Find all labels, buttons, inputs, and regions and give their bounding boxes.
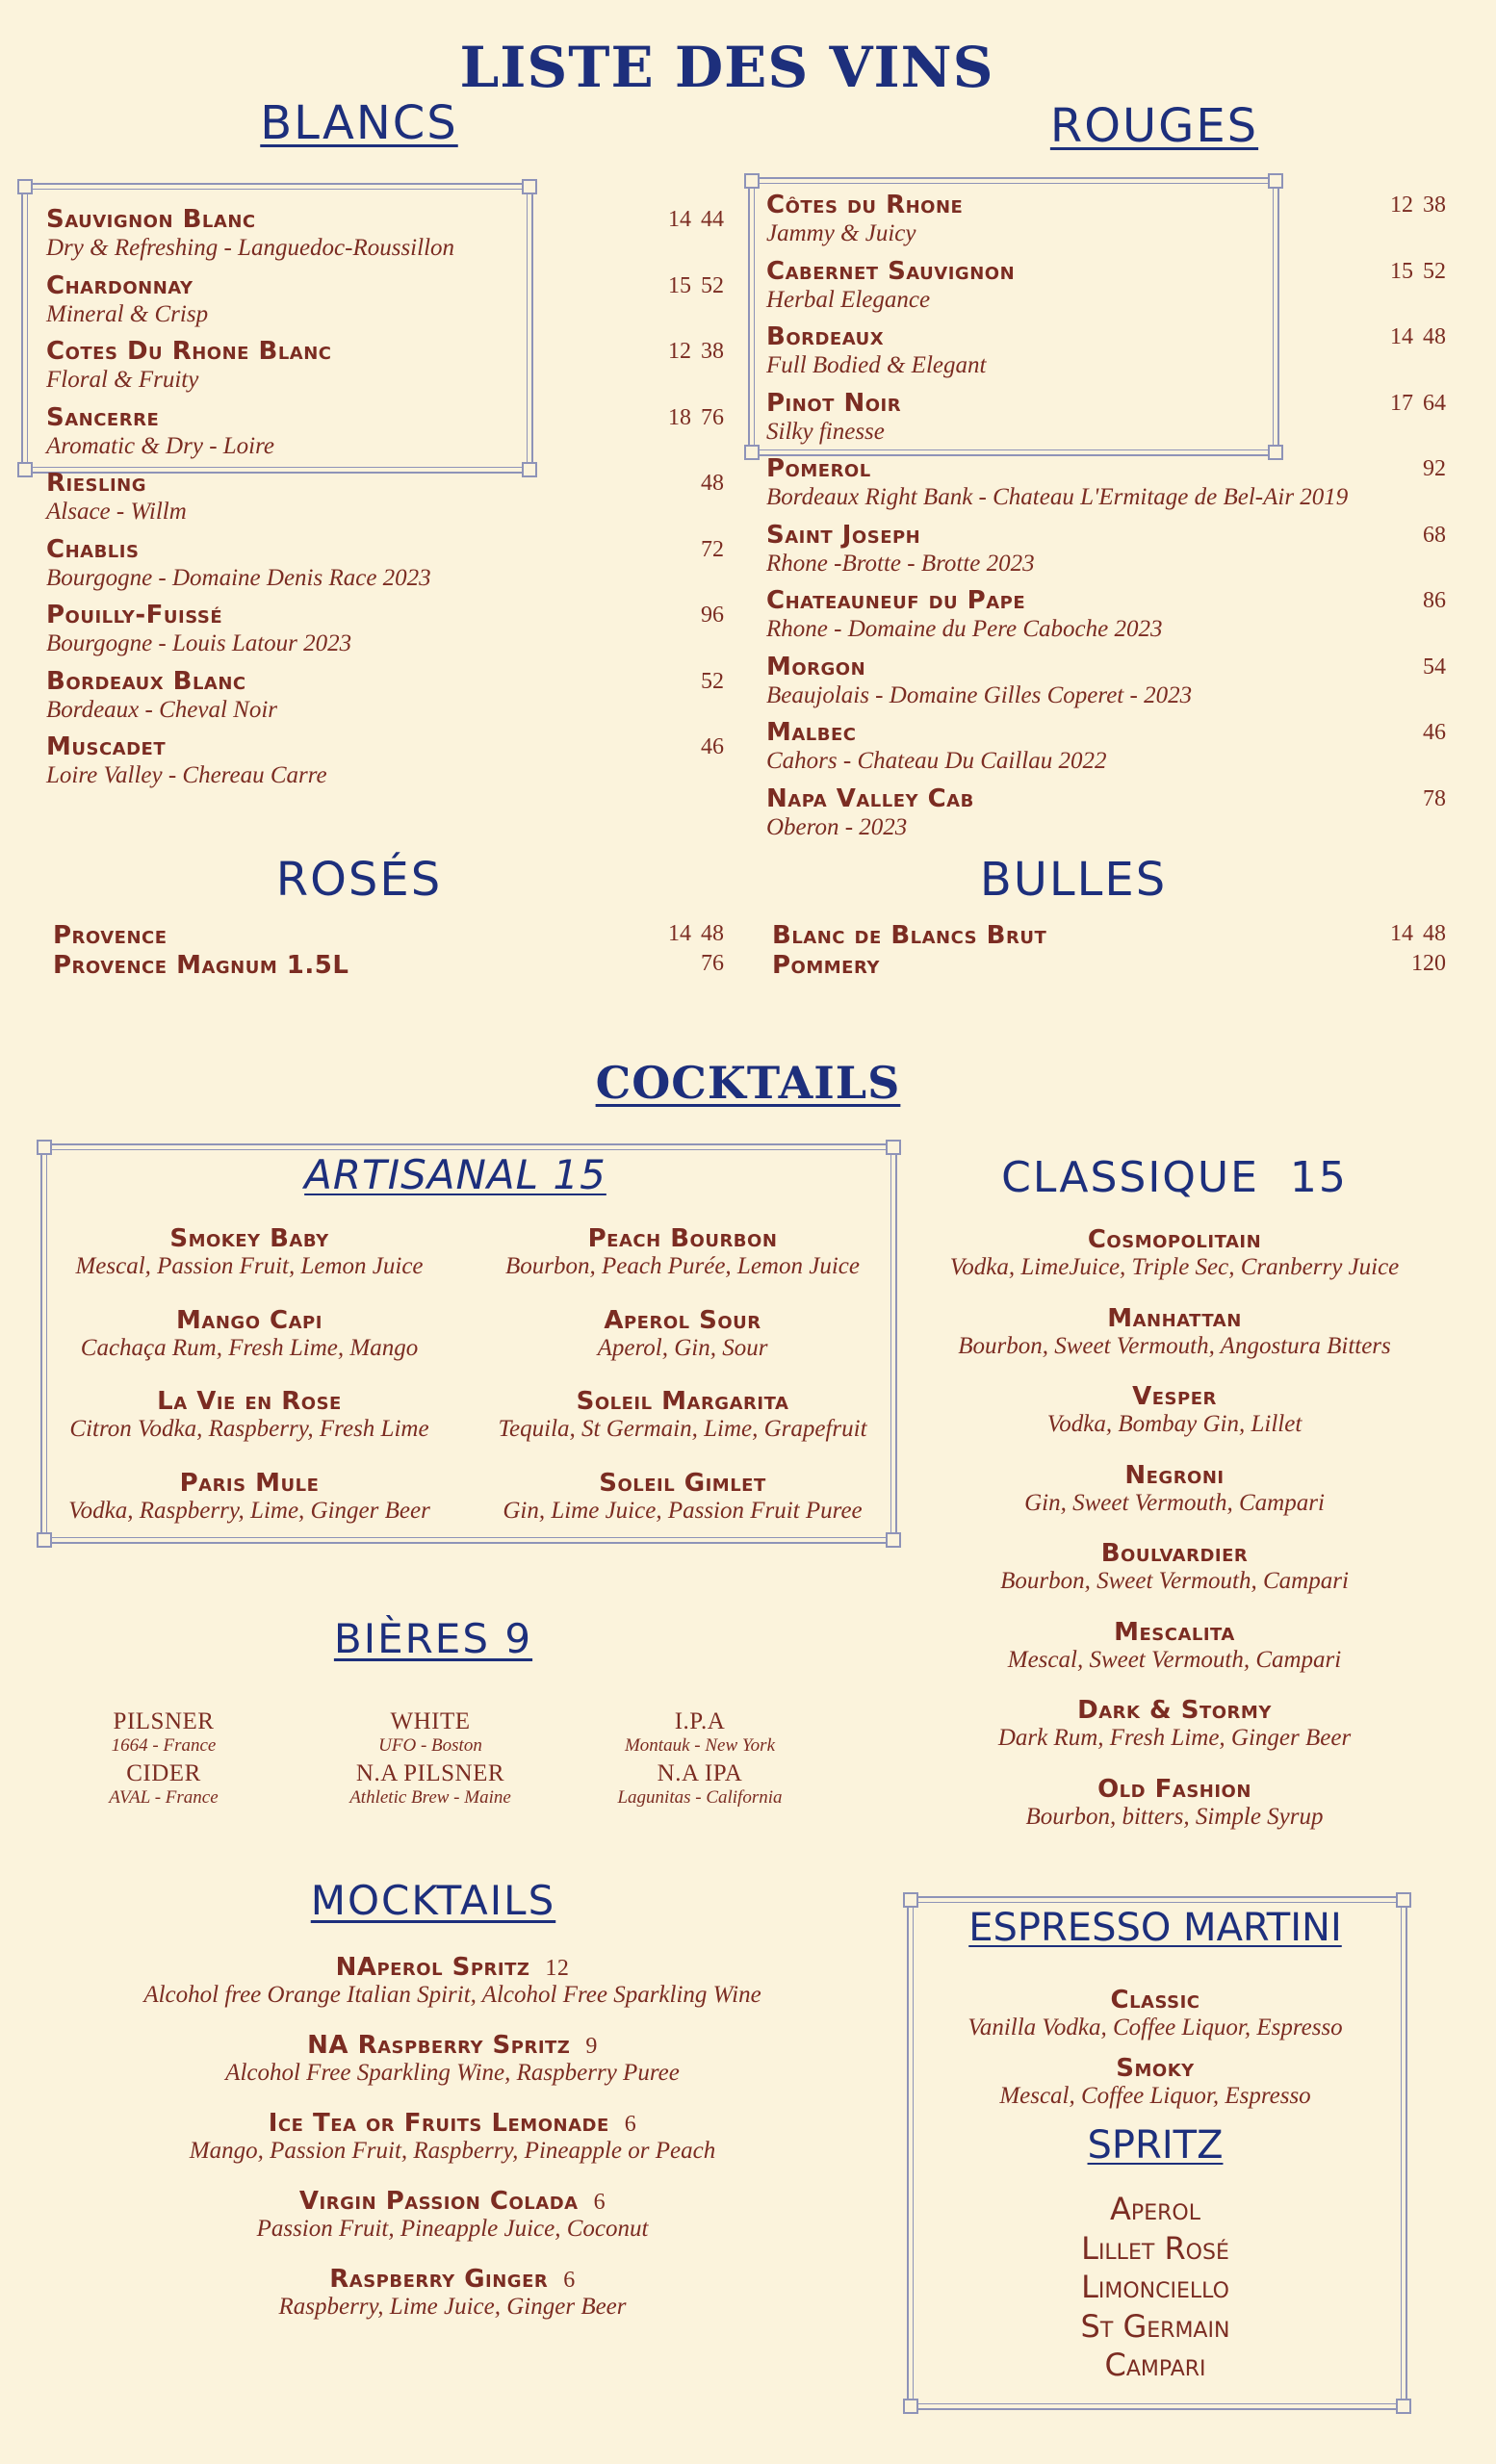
beer-item — [324, 1708, 536, 1757]
wine-prices — [1404, 456, 1446, 482]
item-price: 6 — [563, 2268, 576, 2293]
item-name: Boulvardier — [1100, 1539, 1249, 1568]
mocktail-title-line — [67, 2187, 838, 2216]
wine-prices — [658, 405, 724, 431]
wine-item — [772, 951, 1446, 981]
cocktails-heading: COCKTAILS — [595, 1057, 901, 1109]
wine-name: Chateauneuf du Pape — [766, 586, 1026, 615]
cocktail-item — [924, 1539, 1425, 1595]
bottle-price: 120 — [1411, 951, 1446, 976]
cocktail-item — [481, 1387, 884, 1443]
wine-description: Aromatic & Dry - Loire — [46, 432, 275, 459]
item-name: NA Raspberry Spritz — [307, 2031, 571, 2060]
wine-description: Dry & Refreshing - Languedoc-Roussillon — [46, 235, 455, 261]
wine-prices — [682, 603, 724, 629]
wine-prices — [1404, 720, 1446, 746]
item-name: Raspberry Ginger — [329, 2265, 549, 2294]
mocktail-item — [67, 2109, 838, 2165]
glass-price: 15 — [668, 272, 691, 298]
item-name: Mescalita — [1114, 1617, 1235, 1647]
wine-description: Loire Valley - Chereau Carre — [46, 762, 327, 788]
wine-item — [46, 469, 724, 535]
glass-price: 17 — [1390, 390, 1413, 416]
item-description: Mango, Passion Fruit, Raspberry, Pineapple or Peach — [189, 2138, 716, 2164]
item-name: Virgin Passion Colada — [298, 2187, 579, 2216]
beer-name: I.P.A — [674, 1708, 726, 1734]
wine-description: Floral & Fruity — [46, 367, 199, 393]
beer-origin: AVAL - France — [109, 1787, 219, 1808]
beer-name: PILSNER — [113, 1708, 215, 1734]
bulles-heading: BULLES — [979, 853, 1168, 907]
beer-origin: UFO - Boston — [378, 1735, 482, 1756]
wine-prices — [658, 921, 724, 947]
wine-description: Bourgogne - Louis Latour 2023 — [46, 630, 352, 656]
item-description: Alcohol free Orange Italian Spirit, Alcohol Free Sparkling Wine — [143, 1982, 761, 2008]
wine-item — [46, 403, 724, 470]
bottle-price: 48 — [701, 471, 724, 496]
wine-name: Sauvignon Blanc — [46, 205, 256, 234]
wine-description: Alsace - Willm — [46, 499, 187, 525]
wine-name: Malbec — [766, 718, 857, 747]
mocktail-title-line — [67, 2031, 838, 2060]
beer-name: N.A IPA — [657, 1760, 743, 1786]
bottle-price: 52 — [1423, 258, 1446, 284]
cocktail-item — [50, 1387, 449, 1443]
wine-name: Chardonnay — [46, 270, 193, 300]
wine-description: Oberon - 2023 — [766, 813, 908, 840]
rouges-heading: ROUGES — [1049, 99, 1259, 153]
item-name: Smoky — [1116, 2054, 1195, 2083]
wine-description: Bourgogne - Domaine Denis Race 2023 — [46, 564, 431, 591]
roses-heading: ROSÉS — [275, 853, 443, 907]
item-name: Smokey Baby — [169, 1224, 329, 1253]
spritz-item: Aperol — [1110, 2191, 1200, 2227]
wine-name: Provence Magnum 1.5L — [53, 951, 349, 980]
bottle-price: 44 — [701, 207, 724, 232]
mocktail-item — [67, 1953, 838, 2009]
beer-origin: 1664 - France — [111, 1735, 217, 1756]
item-description: Mescal, Passion Fruit, Lemon Juice — [75, 1253, 424, 1279]
wine-name: Blanc de Blancs Brut — [772, 921, 1047, 950]
wine-name: Sancerre — [46, 402, 160, 432]
mocktail-item — [67, 2187, 838, 2243]
item-description: Vodka, Bombay Gin, Lillet — [1046, 1411, 1303, 1437]
wine-name: Cotes Du Rhone Blanc — [46, 337, 332, 366]
wine-name: Muscadet — [46, 732, 167, 761]
wine-item — [772, 921, 1446, 951]
wine-name: Bordeaux — [766, 322, 885, 351]
wine-prices — [682, 669, 724, 695]
item-name: Cosmopolitain — [1087, 1225, 1262, 1254]
wine-item — [766, 521, 1446, 587]
item-name: Old Fashion — [1097, 1774, 1251, 1804]
item-description: Passion Fruit, Pineapple Juice, Coconut — [256, 2216, 649, 2242]
bottle-price: 48 — [701, 921, 724, 946]
wine-prices — [682, 537, 724, 563]
spritz-item: St Germain — [1080, 2307, 1230, 2345]
item-description: Bourbon, Peach Purée, Lemon Juice — [505, 1253, 860, 1279]
glass-price: 14 — [1390, 921, 1413, 946]
cocktail-item — [924, 1696, 1425, 1752]
item-name: NAperol Spritz — [335, 1953, 530, 1982]
item-price: 6 — [593, 2190, 606, 2215]
wine-item — [766, 586, 1446, 653]
item-description: Alcohol Free Sparkling Wine, Raspberry Puree — [225, 2060, 680, 2086]
wine-prices — [1404, 654, 1446, 680]
bottle-price: 68 — [1423, 522, 1446, 548]
bottle-price: 38 — [701, 339, 724, 364]
wine-description: Bordeaux Right Bank - Chateau L'Ermitage de Bel-Air 2019 — [766, 484, 1349, 510]
wine-name: Provence — [53, 921, 168, 950]
glass-price: 14 — [1390, 324, 1413, 349]
item-name: Vesper — [1132, 1382, 1217, 1411]
glass-price: 14 — [668, 921, 691, 946]
wine-name: Pommery — [772, 951, 880, 980]
beer-origin: Lagunitas - California — [617, 1787, 783, 1808]
item-description: Raspberry, Lime Juice, Ginger Beer — [278, 2294, 627, 2320]
bottle-price: 64 — [1423, 390, 1446, 416]
glass-price: 14 — [668, 207, 691, 232]
wine-item — [766, 322, 1446, 389]
rouges-list — [766, 191, 1446, 850]
item-description: Bourbon, Sweet Vermouth, Campari — [1000, 1568, 1349, 1594]
item-price: 12 — [545, 1956, 570, 1981]
glass-price: 12 — [1390, 192, 1413, 218]
mocktail-title-line — [67, 1953, 838, 1982]
espresso-item — [907, 1986, 1404, 2041]
bottle-price: 96 — [701, 603, 724, 628]
wine-item — [46, 271, 724, 338]
wine-description: Bordeaux - Cheval Noir — [46, 696, 278, 723]
wine-item — [766, 784, 1446, 851]
item-description: Gin, Sweet Vermouth, Campari — [1024, 1489, 1325, 1516]
item-description: Cachaça Rum, Fresh Lime, Mango — [80, 1334, 419, 1361]
item-description: Citron Vodka, Raspberry, Fresh Lime — [69, 1416, 429, 1442]
bottle-price: 48 — [1423, 324, 1446, 349]
artisanal-heading: ARTISANAL 15 — [304, 1151, 606, 1198]
item-description: Gin, Lime Juice, Passion Fruit Puree — [503, 1497, 863, 1524]
beer-origin: Athletic Brew - Maine — [349, 1787, 511, 1808]
bottle-price: 76 — [701, 951, 724, 976]
mocktails-heading: MOCKTAILS — [310, 1877, 556, 1924]
wine-prices — [1392, 951, 1446, 977]
glass-price: 18 — [668, 404, 691, 430]
cocktail-item — [50, 1469, 449, 1525]
wine-name: Pomerol — [766, 454, 871, 483]
beer-item — [58, 1708, 270, 1757]
wine-prices — [682, 951, 724, 977]
item-name: Classic — [1110, 1986, 1200, 2015]
wine-description: Jammy & Juicy — [766, 220, 916, 246]
mocktail-title-line — [67, 2109, 838, 2138]
wine-prices — [1380, 259, 1446, 285]
wine-item — [766, 257, 1446, 323]
spritz-heading: SPRITZ — [1087, 2123, 1224, 2168]
item-price: 6 — [624, 2112, 637, 2137]
wine-item — [766, 653, 1446, 719]
item-description: Tequila, St Germain, Lime, Grapefruit — [498, 1416, 867, 1442]
blancs-heading: BLANCS — [260, 96, 458, 150]
espresso-heading: ESPRESSO MARTINI — [968, 1906, 1342, 1950]
wine-name: Chablis — [46, 534, 140, 564]
item-name: Peach Bourbon — [587, 1224, 778, 1253]
cocktail-item — [50, 1306, 449, 1362]
wine-prices — [658, 207, 724, 233]
roses-list — [53, 921, 724, 981]
cocktail-item — [924, 1618, 1425, 1674]
bottle-price: 78 — [1423, 785, 1446, 811]
wine-prices — [1404, 588, 1446, 614]
item-description: Dark Rum, Fresh Lime, Ginger Beer — [997, 1725, 1352, 1751]
bottle-price: 72 — [701, 536, 724, 562]
wine-name: Cabernet Sauvignon — [766, 256, 1016, 286]
beer-item — [58, 1760, 270, 1809]
item-name: Soleil Margarita — [576, 1387, 789, 1416]
wine-item — [766, 454, 1446, 521]
item-name: Soleil Gimlet — [599, 1468, 766, 1498]
page-title: LISTE DES VINS — [459, 35, 994, 100]
wine-item — [766, 191, 1446, 257]
cocktail-item — [924, 1382, 1425, 1438]
wine-prices — [1404, 786, 1446, 812]
spritz-list — [907, 2191, 1404, 2386]
wine-name: Morgon — [766, 652, 866, 681]
beer-item — [594, 1760, 806, 1809]
wine-item — [46, 732, 724, 799]
wine-item — [46, 205, 724, 271]
wine-prices — [1380, 391, 1446, 417]
beer-item — [594, 1708, 806, 1757]
cocktail-item — [924, 1304, 1425, 1360]
cocktail-item — [924, 1775, 1425, 1831]
beer-name: WHITE — [390, 1708, 471, 1734]
wine-item — [53, 921, 724, 951]
wine-item — [766, 389, 1446, 455]
bottle-price: 38 — [1423, 192, 1446, 218]
wine-name: Pinot Noir — [766, 388, 902, 418]
wine-description: Beaujolais - Domaine Gilles Coperet - 2023 — [766, 681, 1193, 708]
bottle-price: 54 — [1423, 654, 1446, 680]
item-description: Aperol, Gin, Sour — [597, 1334, 768, 1361]
wine-prices — [682, 734, 724, 760]
glass-price: 12 — [668, 339, 691, 364]
classique-heading: CLASSIQUE 15 — [1001, 1153, 1348, 1202]
cocktail-item — [50, 1224, 449, 1280]
wine-description: Herbal Elegance — [766, 286, 931, 313]
wine-item — [46, 535, 724, 602]
wine-description: Rhone -Brotte - Brotte 2023 — [766, 550, 1035, 577]
item-name: Mango Capi — [176, 1305, 322, 1335]
item-description: Vanilla Vodka, Coffee Liquor, Espresso — [967, 2015, 1343, 2040]
wine-description: Rhone - Domaine du Pere Caboche 2023 — [766, 616, 1163, 642]
wine-name: Bordeaux Blanc — [46, 666, 246, 696]
item-price: 9 — [585, 2034, 598, 2059]
bieres-heading: BIÈRES 9 — [333, 1615, 533, 1662]
wine-name: Côtes du Rhone — [766, 191, 964, 219]
bottle-price: 46 — [1423, 720, 1446, 745]
spritz-item: Campari — [1104, 2347, 1206, 2383]
wine-description: Cahors - Chateau Du Caillau 2022 — [766, 748, 1107, 774]
bottle-price: 92 — [1423, 456, 1446, 481]
mocktail-item — [67, 2265, 838, 2321]
wine-description: Silky finesse — [766, 418, 885, 445]
spritz-item: Limonciello — [1081, 2269, 1229, 2305]
wine-prices — [658, 273, 724, 299]
bottle-price: 52 — [701, 668, 724, 694]
wine-prices — [1380, 324, 1446, 350]
beer-name: CIDER — [126, 1760, 201, 1786]
wine-item — [766, 718, 1446, 784]
wine-description: Full Bodied & Elegant — [766, 352, 987, 378]
item-name: Aperol Sour — [604, 1305, 761, 1335]
wine-name: Napa Valley Cab — [766, 783, 974, 813]
bulles-list — [772, 921, 1446, 981]
beer-name: N.A PILSNER — [355, 1760, 505, 1786]
beer-item — [324, 1760, 536, 1809]
cocktail-item — [924, 1461, 1425, 1517]
cocktail-item — [924, 1225, 1425, 1281]
item-description: Vodka, LimeJuice, Triple Sec, Cranberry Juice — [949, 1254, 1400, 1280]
wine-name: Pouilly-Fuissé — [46, 601, 223, 629]
mocktail-title-line — [67, 2265, 838, 2294]
cocktail-item — [481, 1469, 884, 1525]
item-description: Mescal, Coffee Liquor, Espresso — [999, 2083, 1311, 2109]
wine-prices — [682, 471, 724, 497]
item-name: Negroni — [1124, 1460, 1225, 1490]
wine-description: Mineral & Crisp — [46, 300, 209, 327]
item-description: Bourbon, Sweet Vermouth, Angostura Bitters — [958, 1332, 1391, 1359]
bottle-price: 46 — [701, 734, 724, 759]
wine-name: Saint Joseph — [766, 520, 921, 550]
wine-name: Riesling — [46, 469, 146, 498]
item-name: Manhattan — [1107, 1303, 1242, 1333]
bottle-price: 86 — [1423, 588, 1446, 613]
wine-item — [46, 601, 724, 667]
beer-origin: Montauk - New York — [624, 1735, 776, 1756]
item-name: Ice Tea or Fruits Lemonade — [268, 2109, 609, 2138]
item-name: La Vie en Rose — [157, 1387, 342, 1416]
item-description: Vodka, Raspberry, Lime, Ginger Beer — [68, 1497, 430, 1524]
cocktail-item — [481, 1224, 884, 1280]
mocktail-item — [67, 2031, 838, 2087]
wine-prices — [658, 339, 724, 365]
bottle-price: 76 — [701, 404, 724, 430]
item-description: Mescal, Sweet Vermouth, Campari — [1007, 1646, 1342, 1673]
wine-item — [46, 667, 724, 733]
glass-price: 15 — [1390, 258, 1413, 284]
bottle-price: 52 — [701, 272, 724, 298]
wine-prices — [1404, 523, 1446, 549]
item-name: Dark & Stormy — [1077, 1696, 1272, 1725]
bottle-price: 48 — [1423, 921, 1446, 946]
wine-prices — [1380, 192, 1446, 218]
wine-prices — [1380, 921, 1446, 947]
item-name: Paris Mule — [179, 1468, 320, 1498]
espresso-item — [907, 2054, 1404, 2110]
item-description: Bourbon, bitters, Simple Syrup — [1025, 1803, 1324, 1830]
spritz-item: Lillet Rosé — [1081, 2229, 1229, 2267]
cocktail-item — [481, 1306, 884, 1362]
blancs-list — [46, 205, 724, 799]
wine-item — [46, 337, 724, 403]
wine-item — [53, 951, 724, 981]
